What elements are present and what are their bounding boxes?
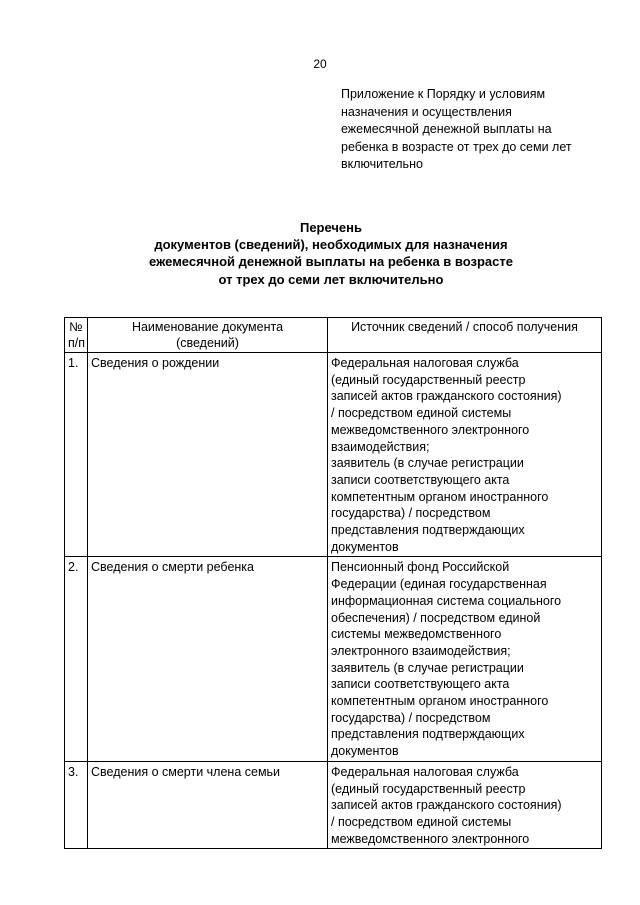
title-line: документов (сведений), необходимых для назначения xyxy=(154,237,508,253)
source-cell xyxy=(328,761,602,849)
source-line: взаимодействия; xyxy=(331,439,430,454)
source-line: компетентным органом иностранного xyxy=(331,694,549,709)
appendix-line: назначения и осуществления xyxy=(341,104,512,119)
source-line: записи соответствующего акта xyxy=(331,677,510,692)
source-line: записей актов гражданского состояния) xyxy=(331,389,562,404)
header-source-line: Источник сведений / способ получения xyxy=(351,320,578,334)
source-line: / посредством единой системы xyxy=(331,406,512,421)
header-name-line: Наименование документа xyxy=(131,320,284,334)
source-line: заявитель (в случае регистрации xyxy=(331,456,524,471)
document-name: Сведения о смерти члена семьи xyxy=(88,761,328,849)
header-num-line: № xyxy=(69,320,83,334)
document-title xyxy=(0,219,640,288)
title-line: ежемесячной денежной выплаты на ребенка в возрасте xyxy=(149,254,513,270)
table-header-row xyxy=(65,318,602,353)
source-line: представления подтверждающих xyxy=(331,727,525,742)
table-row xyxy=(65,761,602,849)
document-name: Сведения о рождении xyxy=(88,353,328,557)
source-line: Федеральная налоговая служба xyxy=(331,764,519,779)
appendix-line: ежемесячной денежной выплаты на xyxy=(341,122,552,136)
table-row xyxy=(65,557,602,761)
source-cell xyxy=(328,353,602,557)
page-number: 20 xyxy=(313,57,327,71)
header-num-line: п/п xyxy=(68,336,86,350)
appendix-line: Приложение к Порядку и условиям xyxy=(341,87,546,101)
source-line: информационная система социального xyxy=(331,593,562,608)
source-line: записей актов гражданского состояния) xyxy=(331,798,562,813)
source-line: (единый государственный реестр xyxy=(331,781,526,796)
header-source xyxy=(328,318,602,353)
document-name: Сведения о смерти ребенка xyxy=(88,557,328,761)
source-line: Пенсионный фонд Российской xyxy=(331,560,510,575)
source-line: межведомственного электронного xyxy=(331,831,530,846)
source-line: заявитель (в случае регистрации xyxy=(331,660,524,675)
source-line: обеспечения) / посредством единой xyxy=(331,610,541,625)
source-line: / посредством единой системы xyxy=(331,814,512,829)
source-line: государства) / посредством xyxy=(331,506,491,521)
source-line: государства) / посредством xyxy=(331,710,491,725)
source-line: документов xyxy=(331,539,399,554)
source-line: электронного взаимодействия; xyxy=(331,643,511,658)
title-line: Перечень xyxy=(299,220,363,235)
header-name-line: (сведений) xyxy=(176,336,239,350)
source-cell xyxy=(328,557,602,761)
source-line: записи соответствующего акта xyxy=(331,472,510,487)
title-line: от трех до семи лет включительно xyxy=(218,271,444,287)
appendix-line: включительно xyxy=(341,157,423,171)
source-line: межведомственного электронного xyxy=(331,422,530,437)
source-line: (единый государственный реестр xyxy=(331,372,526,387)
source-line: представления подтверждающих xyxy=(331,523,525,538)
header-name xyxy=(88,318,328,353)
table-row xyxy=(65,353,602,557)
source-line: компетентным органом иностранного xyxy=(331,489,549,504)
source-line: документов xyxy=(331,744,399,759)
source-line: системы межведомственного xyxy=(331,627,502,642)
row-number: 3. xyxy=(65,761,88,849)
appendix-line: ребенка в возрасте от трех до семи лет xyxy=(341,139,572,154)
header-num xyxy=(65,318,88,353)
appendix-note xyxy=(341,86,626,174)
source-line: Федеральная налоговая служба xyxy=(331,356,519,370)
row-number: 2. xyxy=(65,557,88,761)
source-line: Федерации (единая государственная xyxy=(331,577,547,592)
row-number: 1. xyxy=(65,353,88,557)
documents-table xyxy=(64,317,602,849)
